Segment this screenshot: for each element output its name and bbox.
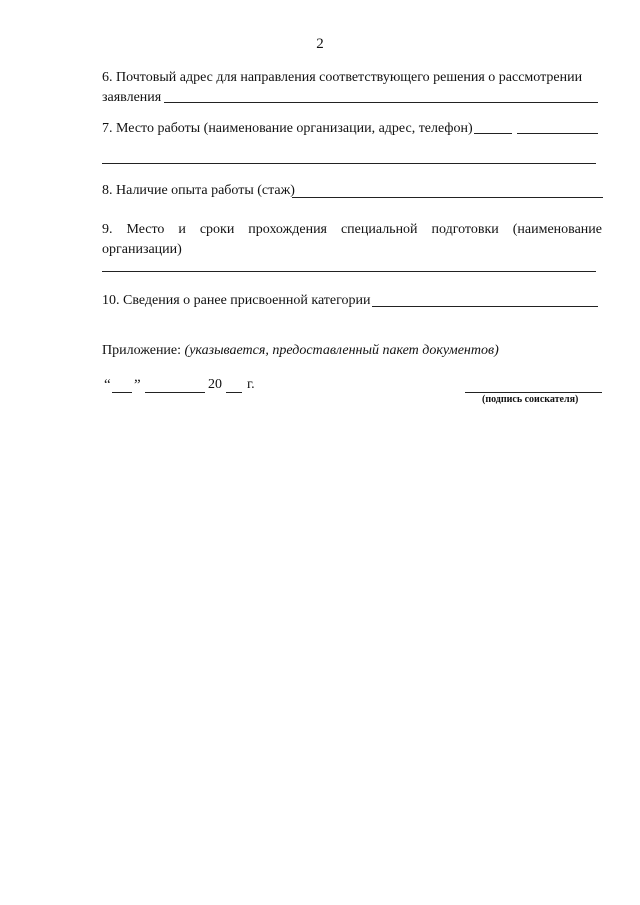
item6-label: заявления [102,90,162,105]
signature-field[interactable] [465,392,602,393]
item7-field-line2[interactable] [102,163,596,164]
page-number: 2 [316,36,324,52]
item10-category-field[interactable] [372,306,598,307]
item8-label: 8. Наличие опыта работы (стаж) [102,183,295,198]
item7-label: 7. Место работы (наименование организации, адрес, телефон) [102,121,473,136]
signature-caption: (подпись соискателя) [482,394,579,405]
date-year-suffix: г. [247,377,255,392]
appendix-note: (указывается, предоставленный пакет документов) [184,343,499,358]
item8-experience-field[interactable] [292,197,603,198]
item9-training-field[interactable] [102,271,596,272]
item6-text-line1: 6. Почтовый адрес для направления соответствующего решения о рассмотрении [102,70,583,85]
date-month-field[interactable] [145,392,205,393]
item10-label: 10. Сведения о ранее присвоенной категории [102,293,371,308]
date-open-quote: “ [104,377,111,393]
item7-field-part1[interactable] [474,133,512,134]
item7-field-part2[interactable] [517,133,598,134]
appendix-line [102,343,499,359]
item6-address-field[interactable] [164,102,598,103]
appendix-label: Приложение: [102,343,182,358]
date-close-quote: ” [134,377,141,393]
item9-text-line2: организации) [102,242,182,257]
date-day-field[interactable] [112,392,132,393]
date-year-field[interactable] [226,392,242,393]
date-year-prefix: 20 [208,377,222,392]
item9-text-line1: 9. Место и сроки прохождения специальной подготовки (наименование [102,222,602,237]
